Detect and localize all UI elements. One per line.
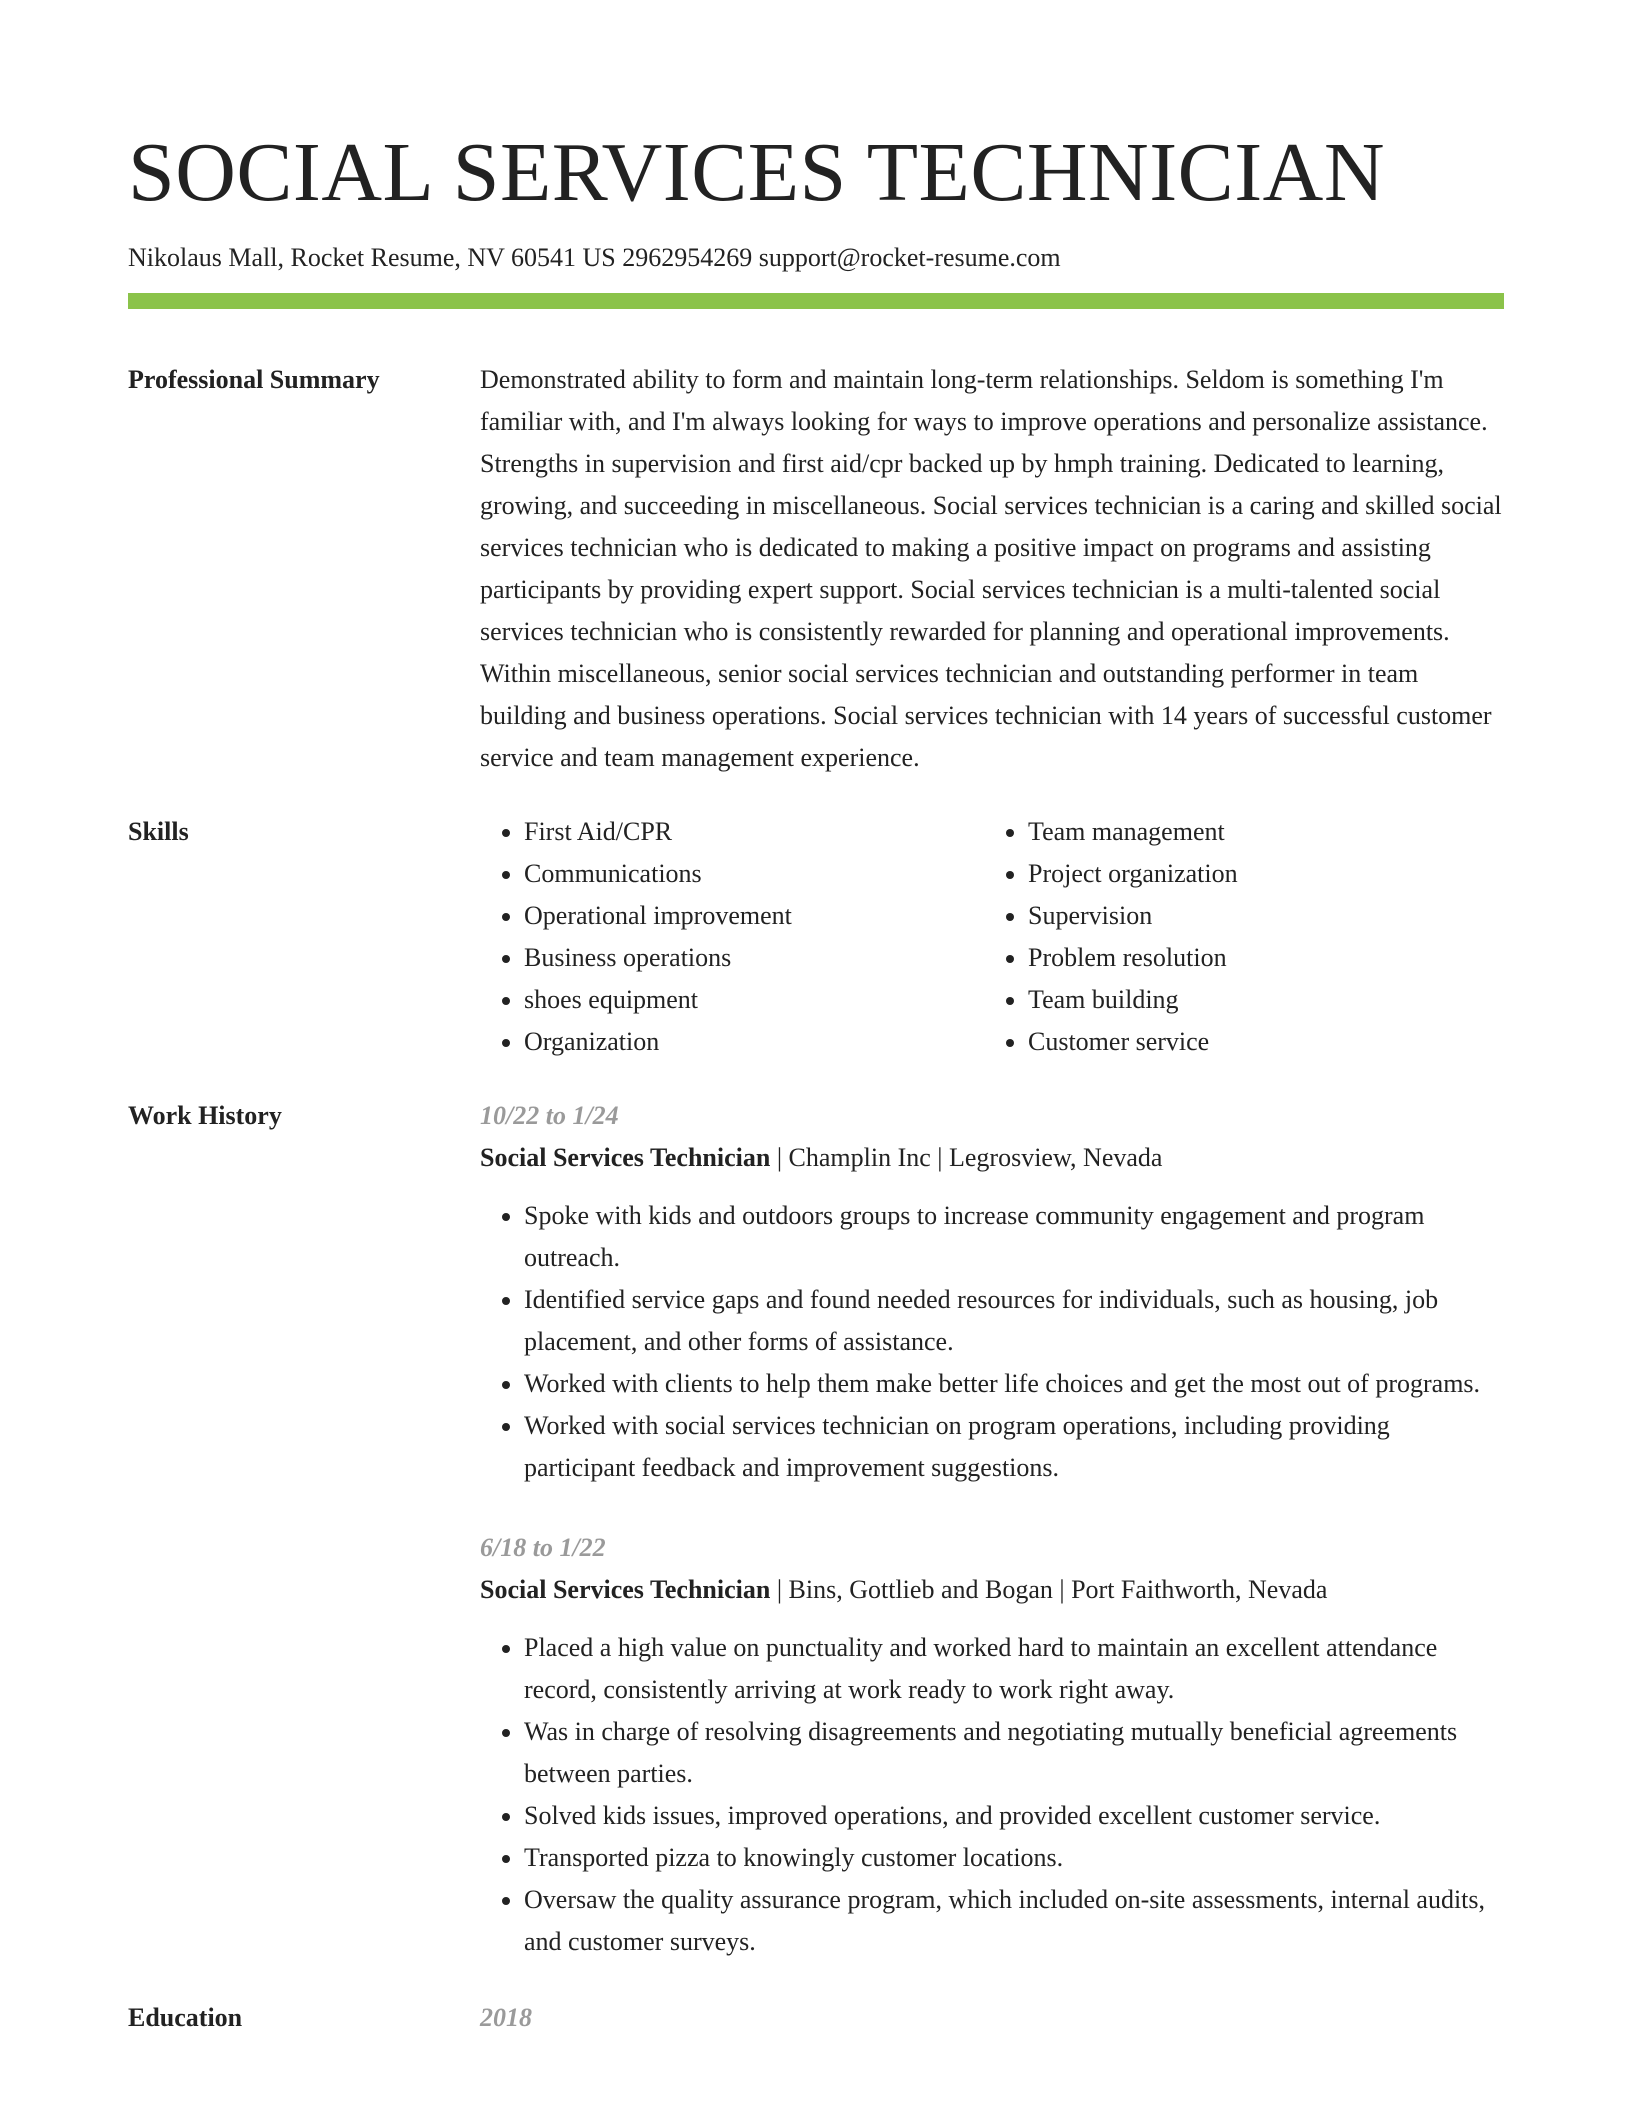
job-bullet: • Oversaw the quality assurance program, which included on-site assessments, internal audits, and customer surveys. — [524, 1879, 1504, 1963]
skill-item: • Operational improvement — [524, 895, 984, 937]
skill-item: • Team management — [1028, 811, 1488, 853]
skill-item: • Organization — [524, 1021, 984, 1063]
skill-item: • Customer service — [1028, 1021, 1488, 1063]
job-bullets — [480, 1627, 1504, 1963]
job-bullet: • Solved kids issues, improved operations, and provided excellent customer service. — [524, 1795, 1504, 1837]
work-history-section — [128, 1095, 1504, 1963]
skills-section — [128, 811, 1504, 1063]
job-bullet: • Identified service gaps and found needed resources for individuals, such as housing, job placement, and other forms of assistance. — [524, 1279, 1504, 1363]
job-bullets — [480, 1195, 1504, 1489]
job-employer-location: | Bins, Gottlieb and Bogan | Port Faithworth, Nevada — [770, 1575, 1328, 1604]
education-year: 2018 — [480, 2003, 532, 2032]
skills-list-left — [480, 811, 984, 1063]
education-section — [128, 1997, 1504, 2039]
summary-heading: Professional Summary — [128, 365, 380, 394]
skill-item: • Project organization — [1028, 853, 1488, 895]
summary-section — [128, 359, 1504, 779]
header-divider — [128, 293, 1504, 309]
job-bullet: • Placed a high value on punctuality and worked hard to maintain an excellent attendance record, consistently arriving at work ready to work right away. — [524, 1627, 1504, 1711]
summary-text: Demonstrated ability to form and maintain long-term relationships. Seldom is something I'm familiar with, and I'm always looking for ways to improve operations and personalize assistance. Strengths in supervision and first aid/cpr backed up by hmph training. Dedicated to learning, growing, and succeeding in miscellaneous. Social services technician is a caring and skilled social services technician who is dedicated to making a positive impact on programs and assisting participants by providing expert support. Social services technician is a multi-talented social services technician who is consistently rewarded for planning and operational improvements. Within miscellaneous, senior social services technician and outstanding performer in team building and business operations. Social services technician with 14 years of successful customer service and team management experience. — [480, 365, 1502, 772]
resume-title: SOCIAL SERVICES TECHNICIAN — [128, 126, 1386, 219]
education-heading: Education — [128, 2003, 243, 2032]
skill-item: • Problem resolution — [1028, 937, 1488, 979]
job-entry — [480, 1527, 1504, 1963]
job-bullet: • Transported pizza to knowingly customer locations. — [524, 1837, 1504, 1879]
skills-list-right — [984, 811, 1488, 1063]
job-title-line — [480, 1569, 1504, 1611]
job-title: Social Services Technician — [480, 1575, 771, 1604]
job-bullet: • Spoke with kids and outdoors groups to increase community engagement and program outreach. — [524, 1195, 1504, 1279]
job-entry — [480, 1095, 1504, 1489]
job-dates: 6/18 to 1/22 — [480, 1533, 606, 1562]
work-history-heading: Work History — [128, 1101, 282, 1130]
skill-item: • Business operations — [524, 937, 984, 979]
job-dates: 10/22 to 1/24 — [480, 1101, 619, 1130]
work-history-body — [480, 1095, 1504, 1963]
job-employer-location: | Champlin Inc | Legrosview, Nevada — [770, 1143, 1163, 1172]
job-bullet: • Was in charge of resolving disagreements and negotiating mutually beneficial agreements between parties. — [524, 1711, 1504, 1795]
contact-line: Nikolaus Mall, Rocket Resume, NV 60541 US 2962954269 support@rocket-resume.com — [128, 243, 1061, 272]
skill-item: • Team building — [1028, 979, 1488, 1021]
skill-item: • Supervision — [1028, 895, 1488, 937]
skills-heading: Skills — [128, 817, 189, 846]
skill-item: • shoes equipment — [524, 979, 984, 1021]
skill-item: • Communications — [524, 853, 984, 895]
job-title: Social Services Technician — [480, 1143, 771, 1172]
job-title-line — [480, 1137, 1504, 1179]
resume-page — [128, 0, 1504, 2039]
job-bullet: • Worked with clients to help them make better life choices and get the most out of programs. — [524, 1363, 1504, 1405]
skill-item: • First Aid/CPR — [524, 811, 984, 853]
job-bullet: • Worked with social services technician on program operations, including providing participant feedback and improvement suggestions. — [524, 1405, 1504, 1489]
skills-columns — [480, 811, 1504, 1063]
education-body — [480, 1997, 1504, 2039]
